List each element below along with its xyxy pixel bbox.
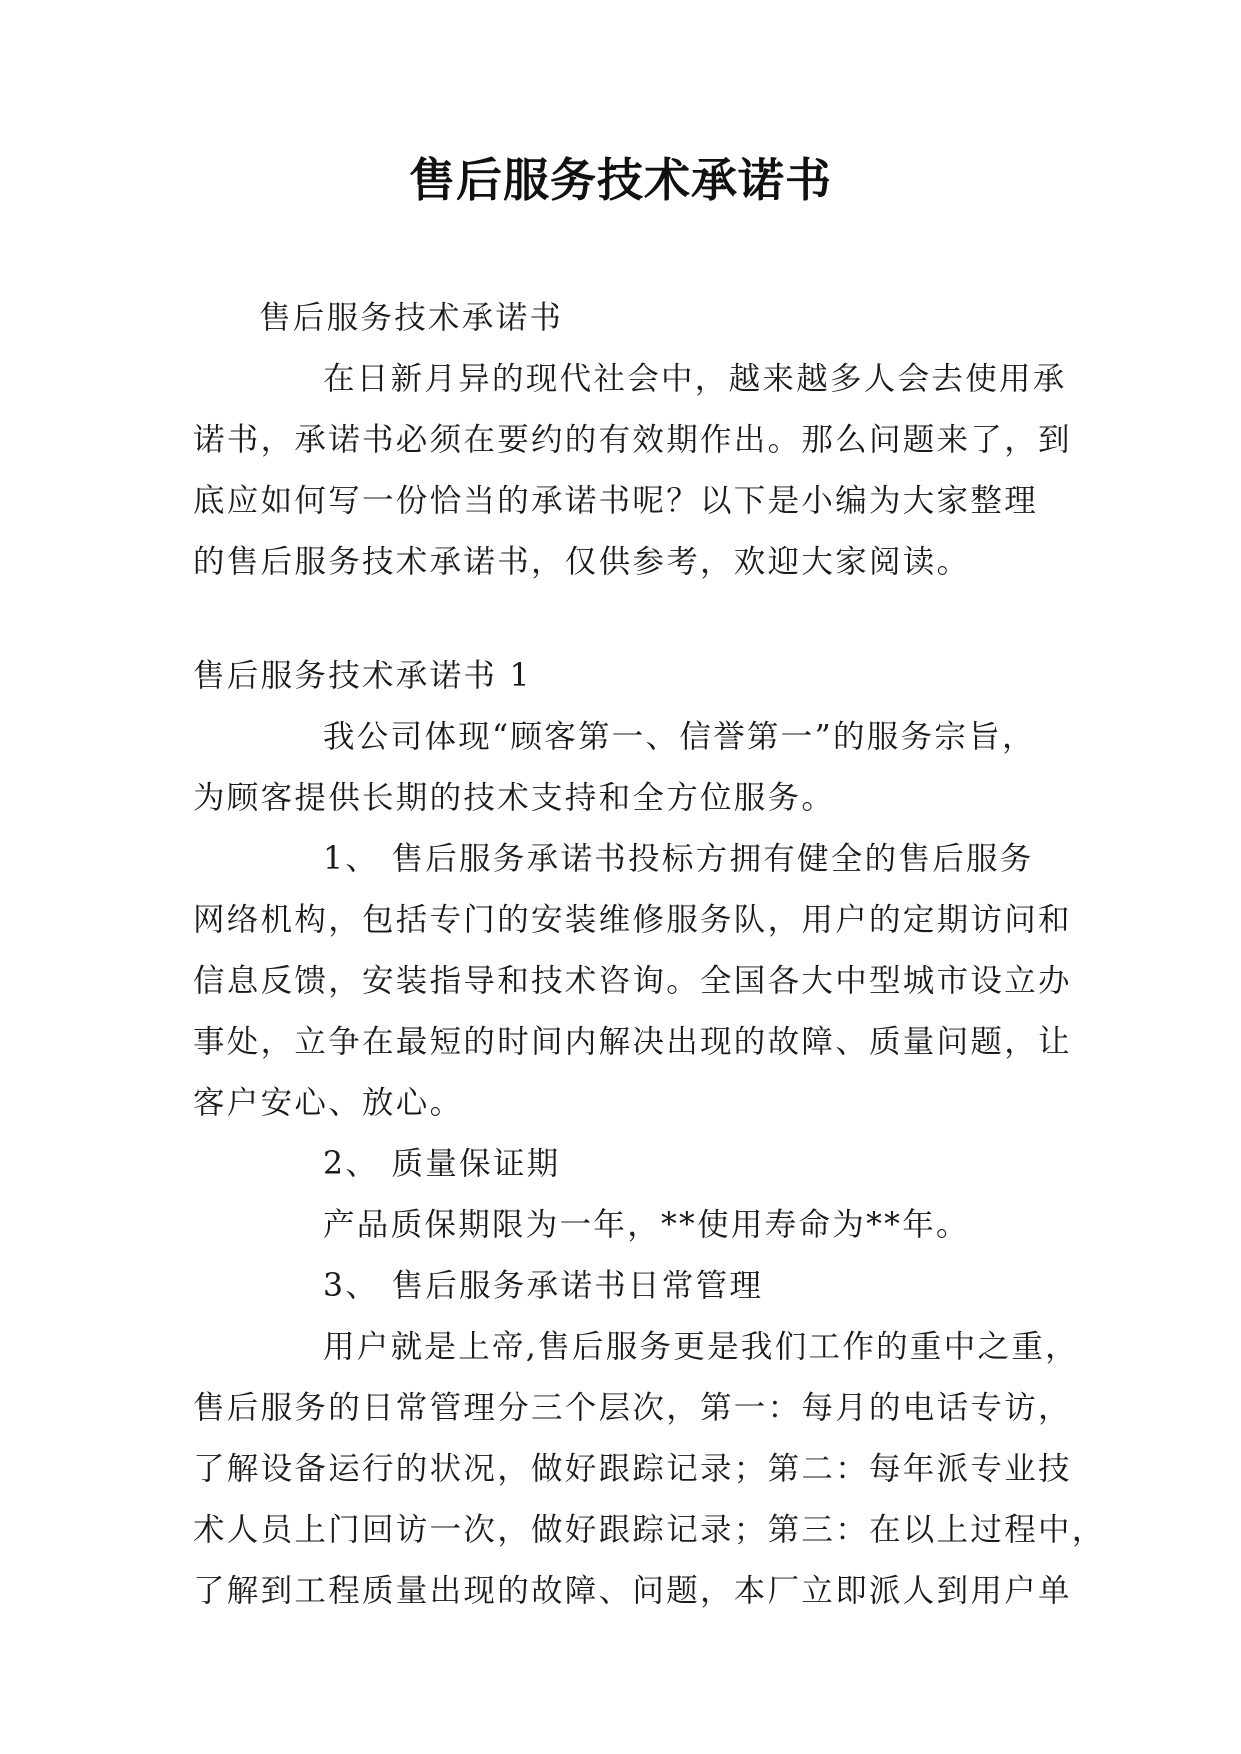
list-item-heading: 3、 售后服务承诺书日常管理	[323, 1268, 764, 1304]
intro-line: 在日新月异的现代社会中，越来越多人会去使用承	[323, 361, 1067, 397]
intro-line: 底应如何写一份恰当的承诺书呢？以下是小编为大家整理	[193, 483, 1039, 519]
document-body	[193, 288, 1106, 1622]
body-line: 我公司体现“顾客第一、信誉第一”的服务宗旨，	[323, 719, 1036, 755]
document-title: 售后服务技术承诺书	[409, 153, 832, 207]
body-line: 产品质保期限为一年，**使用寿命为**年。	[323, 1207, 970, 1243]
section-heading: 售后服务技术承诺书 1	[193, 658, 532, 694]
list-item-heading: 2、 质量保证期	[323, 1146, 561, 1182]
body-line: 为顾客提供长期的技术支持和全方位服务。	[193, 780, 836, 816]
list-item-heading: 1、 售后服务承诺书投标方拥有健全的售后服务	[323, 841, 1034, 877]
body-line: 了解到工程质量出现的故障、问题，本厂立即派人到用户单	[193, 1573, 1072, 1609]
body-line: 事处，立争在最短的时间内解决出现的故障、质量问题，让	[193, 1024, 1072, 1060]
body-line: 了解设备运行的状况，做好跟踪记录；第二：每年派专业技	[193, 1451, 1072, 1487]
body-line: 客户安心、放心。	[193, 1085, 464, 1121]
intro-line: 的售后服务技术承诺书，仅供参考，欢迎大家阅读。	[193, 544, 971, 580]
body-line: 术人员上门回访一次，做好跟踪记录；第三：在以上过程中，	[193, 1512, 1106, 1548]
body-line: 用户就是上帝,售后服务更是我们工作的重中之重，	[323, 1329, 1079, 1365]
document-subtitle: 售后服务技术承诺书	[259, 300, 564, 336]
paragraph-gap	[193, 593, 1063, 646]
body-line: 网络机构，包括专门的安装维修服务队，用户的定期访问和	[193, 902, 1072, 938]
body-line: 信息反馈，安装指导和技术咨询。全国各大中型城市设立办	[193, 963, 1072, 999]
body-line: 售后服务的日常管理分三个层次，第一：每月的电话专访，	[193, 1390, 1072, 1426]
intro-line: 诺书，承诺书必须在要约的有效期作出。那么问题来了，到	[193, 422, 1072, 458]
